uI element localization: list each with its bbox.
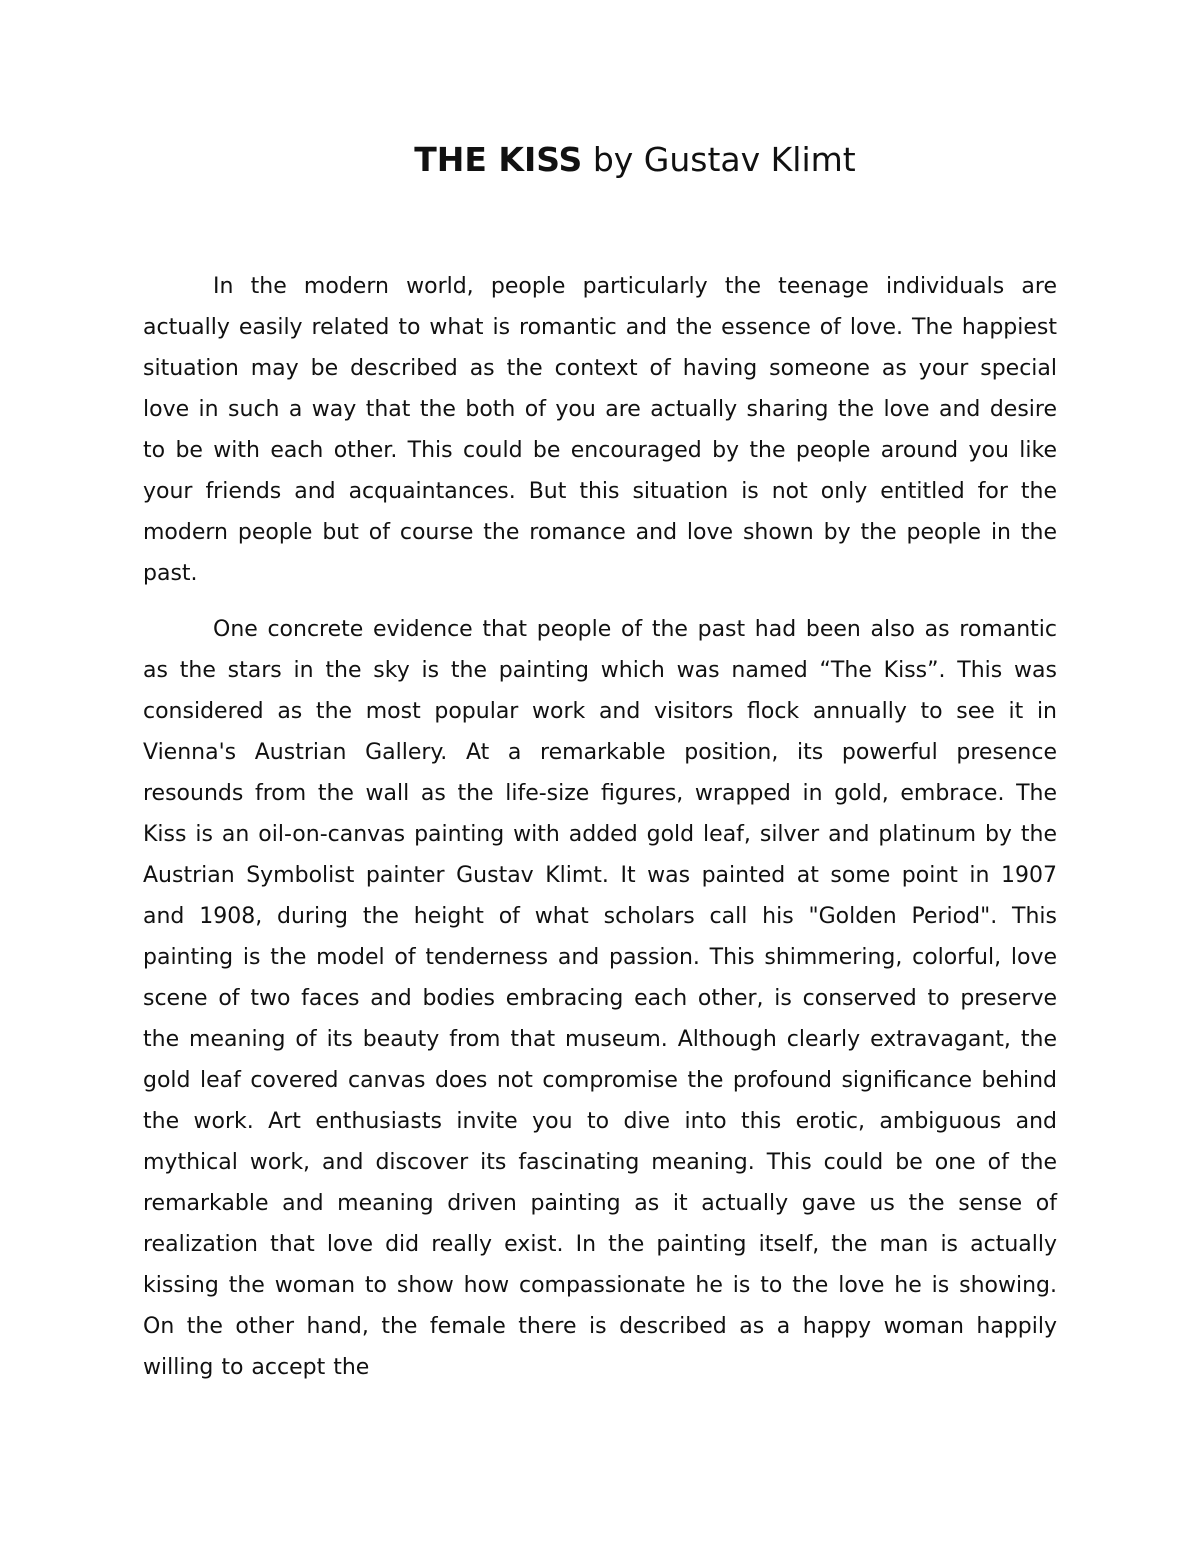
document-title [0,138,1200,182]
paragraph-2: One concrete evidence that people of the past had been also as romantic as the stars in the sky is the painting which was named “The Kiss”. This was considered as the most popular work and visitors flock annually to see it in Vienna's Austrian Gallery. At a remarkable position, its powerful presence resounds from the wall as the life-size figures, wrapped in gold, embrace. The Kiss is an oil-on-canvas painting with added gold leaf, silver and platinum by the Austrian Symbolist painter Gustav Klimt. It was painted at some point in 1907 and 1908, during the height of what scholars call his "Golden Period". This painting is the model of tenderness and passion. This shimmering, colorful, love scene of two faces and bodies embracing each other, is conserved to preserve the meaning of its beauty from that museum. Although clearly extravagant, the gold leaf covered canvas does not compromise the profound significance behind the work. Art enthusiasts invite you to dive into this erotic, ambiguous and mythical work, and discover its fascinating meaning. This could be one of the remarkable and meaning driven painting as it actually gave us the sense of realization that love did really exist. In the painting itself, the man is actually kissing the woman to show how compassionate he is to the love he is showing. On the other hand, the female there is described as a happy woman happily willing to accept the [143,617,1057,1380]
title-byline: by Gustav Klimt [582,140,856,179]
title-main: THE KISS [414,140,583,179]
document-body [143,266,1057,1388]
paragraph-1: In the modern world, people particularly the teenage individuals are actually easily related to what is romantic and the essence of love. The happiest situation may be described as the context of having someone as your special love in such a way that the both of you are actually sharing the love and desire to be with each other. This could be encouraged by the people around you like your friends and acquaintances. But this situation is not only entitled for the modern people but of course the romance and love shown by the people in the past. [143,274,1057,586]
